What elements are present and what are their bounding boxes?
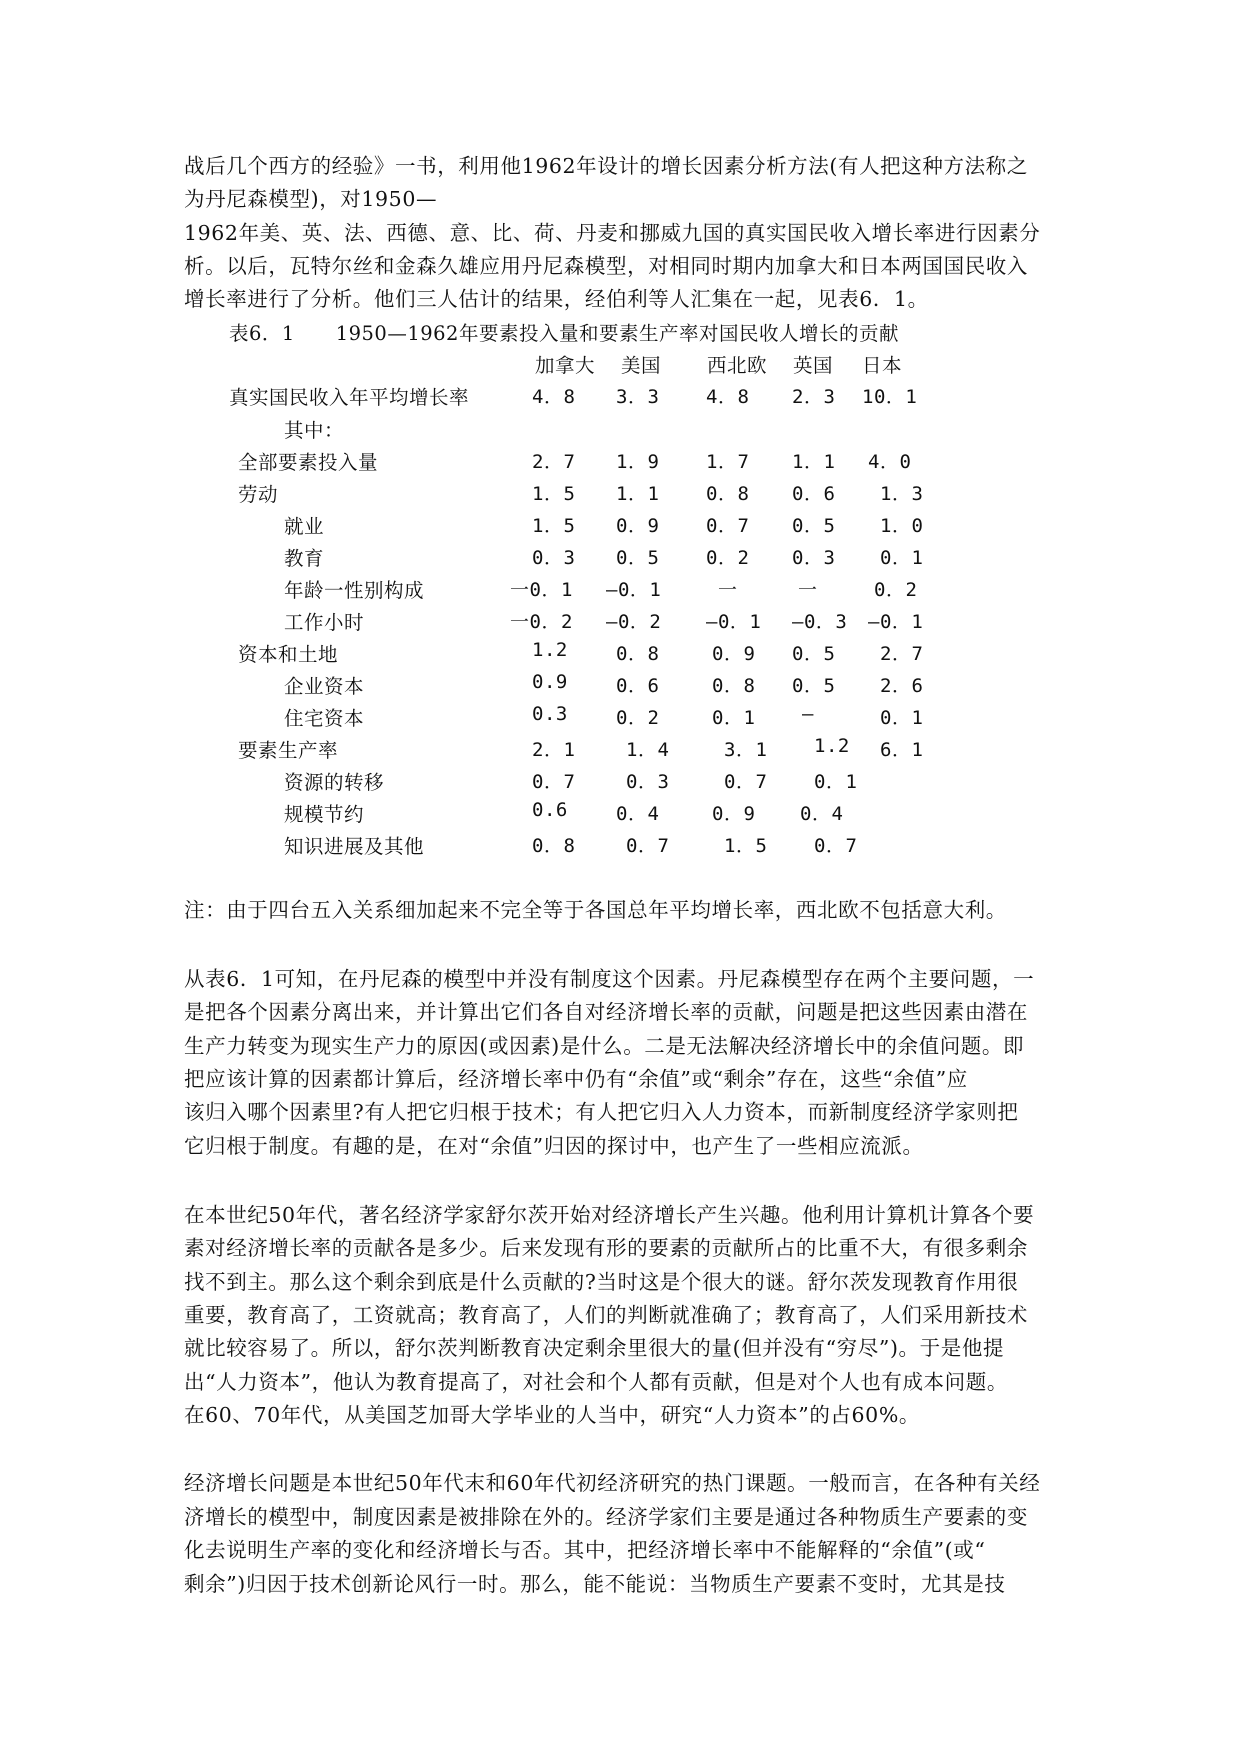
- cell: 0．1: [880, 707, 924, 729]
- column-header: 日本: [862, 354, 903, 377]
- cell: 1．7: [706, 451, 750, 473]
- cell: 0．7: [814, 835, 858, 857]
- table-row: [0, 543, 1241, 575]
- cell: 1．5: [532, 515, 576, 537]
- text-line: 济增长的模型中，制度因素是被排除在外的。经济学家们主要是通过各种物质生产要素的变: [184, 1505, 1028, 1529]
- text-line: 1962年美、英、法、西德、意、比、荷、丹麦和挪威九国的真实国民收入增长率进行因素分: [184, 221, 1041, 245]
- cell: 0．4: [800, 803, 844, 825]
- column-header: 西北欧: [707, 354, 768, 377]
- row-label: 年龄一性别构成: [284, 579, 425, 602]
- row-label: 真实国民收入年平均增长率: [229, 386, 470, 409]
- text-line: 它归根于制度。有趣的是，在对“余值”归因的探讨中，也产生了一些相应流派。: [184, 1134, 924, 1158]
- cell: 0．7: [626, 835, 670, 857]
- cell: 0．8: [616, 643, 660, 665]
- cell: 4．0: [868, 451, 912, 473]
- cell: 2．1: [532, 739, 576, 761]
- cell: 1．5: [532, 483, 576, 505]
- cell: 0．5: [792, 515, 836, 537]
- column-header: 英国: [793, 354, 834, 377]
- text-line: 把应该计算的因素都计算后，经济增长率中仍有“余值”或“剩余”存在，这些“余值”应: [184, 1067, 968, 1091]
- cell: 1．1: [792, 451, 836, 473]
- table-row: [0, 767, 1241, 799]
- cell: 0．9: [712, 643, 756, 665]
- cell: 一0．1: [510, 579, 573, 601]
- cell: 0．2: [874, 579, 918, 601]
- cell: 0．1: [814, 771, 858, 793]
- cell: 2．7: [880, 643, 924, 665]
- table-title: 1950—1962年要素投入量和要素生产率对国民收人增长的贡献: [335, 322, 899, 345]
- cell: 0．4: [616, 803, 660, 825]
- text-line: 就比较容易了。所以，舒尔茨判断教育决定剩余里很大的量(但并没有“穷尽”)。于是他提: [184, 1336, 1005, 1360]
- table-row: [0, 735, 1241, 767]
- cell: 0．8: [706, 483, 750, 505]
- cell: 4．8: [706, 386, 750, 408]
- table-row: [0, 671, 1241, 703]
- cell: 0．1: [880, 547, 924, 569]
- cell: 3．1: [724, 739, 768, 761]
- cell: 0．6: [616, 675, 660, 697]
- row-label: 教育: [284, 547, 325, 570]
- cell: —0．1: [606, 579, 662, 601]
- table-row: [0, 479, 1241, 511]
- row-label: 就业: [284, 515, 325, 538]
- cell: 1.2: [814, 735, 850, 757]
- text-line: 该归入哪个因素里?有人把它归根于技术；有人把它归入人力资本，而新制度经济学家则把: [184, 1100, 1019, 1124]
- text-line: 析。以后，瓦特尔丝和金森久雄应用丹尼森模型，对相同时期内加拿大和日本两国国民收入: [184, 254, 1028, 278]
- cell: —0．1: [706, 611, 762, 633]
- row-label: 资源的转移: [284, 771, 385, 794]
- cell: 1．3: [880, 483, 924, 505]
- text-line: 从表6．1可知，在丹尼森的模型中并没有制度这个因素。丹尼森模型存在两个主要问题，一: [184, 967, 1035, 991]
- cell: 0．5: [792, 643, 836, 665]
- text-line: 剩余”)归因于技术创新论风行一时。那么，能不能说：当物质生产要素不变时，尤其是技: [184, 1572, 1006, 1596]
- table-header-row: [0, 350, 1241, 382]
- table-number: 表6．1: [229, 322, 295, 345]
- cell: 一0．2: [510, 611, 573, 633]
- text-line: 素对经济增长率的贡献各是多少。后来发现有形的要素的贡献所占的比重不大，有很多剩余: [184, 1236, 1028, 1260]
- table-row: [0, 639, 1241, 671]
- table-note: 注：由于四台五入关系细加起来不完全等于各国总年平均增长率，西北欧不包括意大利。: [184, 898, 1007, 922]
- cell: 0．2: [706, 547, 750, 569]
- cell: 一: [718, 579, 738, 601]
- table-row: [0, 831, 1241, 863]
- cell: 0．7: [532, 771, 576, 793]
- cell: 2．6: [880, 675, 924, 697]
- cell: 0．6: [792, 483, 836, 505]
- cell: —: [802, 703, 814, 725]
- table-row: [0, 799, 1241, 831]
- text-line: 是把各个因素分离出来，并计算出它们各自对经济增长率的贡献，问题是把这些因素由潜在: [184, 1000, 1028, 1024]
- cell: 0．8: [712, 675, 756, 697]
- table-caption: [229, 318, 899, 346]
- text-line: 找不到主。那么这个剩余到底是什么贡献的?当时这是个很大的谜。舒尔茨发现教育作用很: [184, 1270, 1019, 1294]
- cell: —0．3: [792, 611, 848, 633]
- row-label: 住宅资本: [284, 707, 365, 730]
- cell: 4．8: [532, 386, 576, 408]
- text-line: 战后几个西方的经验》一书，利用他1962年设计的增长因素分析方法(有人把这种方法称之: [184, 154, 1028, 178]
- cell: 0．1: [712, 707, 756, 729]
- cell: 0．5: [616, 547, 660, 569]
- cell: 1．1: [616, 483, 660, 505]
- cell: 0.9: [532, 671, 568, 693]
- cell: 6．1: [880, 739, 924, 761]
- table-row: [0, 415, 1241, 447]
- cell: 0．9: [616, 515, 660, 537]
- cell: 0．3: [626, 771, 670, 793]
- table-row: [0, 575, 1241, 607]
- row-label: 劳动: [238, 483, 279, 506]
- table-row: [0, 703, 1241, 735]
- row-label: 资本和土地: [238, 643, 339, 666]
- cell: 一: [798, 579, 818, 601]
- text-line: 在60、70年代，从美国芝加哥大学毕业的人当中，研究“人力资本”的占60%。: [184, 1403, 920, 1427]
- cell: 3．3: [616, 386, 660, 408]
- table-row: [0, 447, 1241, 479]
- text-line: 经济增长问题是本世纪50年代末和60年代初经济研究的热门课题。一般而言，在各种有关经: [184, 1471, 1041, 1495]
- text-line: 生产力转变为现实生产力的原因(或因素)是什么。二是无法解决经济增长中的余值问题。即: [184, 1034, 1025, 1058]
- cell: 0．5: [792, 675, 836, 697]
- cell: —0．2: [606, 611, 662, 633]
- text-line: 出“人力资本”，他认为教育提高了，对社会和个人都有贡献，但是对个人也有成本问题。: [184, 1370, 1008, 1394]
- cell: —0．1: [868, 611, 924, 633]
- row-label: 全部要素投入量: [238, 451, 379, 474]
- row-label: 知识进展及其他: [284, 835, 425, 858]
- cell: 1.2: [532, 639, 568, 661]
- cell: 2．7: [532, 451, 576, 473]
- row-label: 其中：: [284, 419, 345, 442]
- cell: 0．8: [532, 835, 576, 857]
- cell: 2．3: [792, 386, 836, 408]
- cell: 1．4: [626, 739, 670, 761]
- cell: 1．5: [724, 835, 768, 857]
- table-row: [0, 382, 1241, 414]
- cell: 0．7: [706, 515, 750, 537]
- cell: 10．1: [862, 386, 918, 408]
- cell: 0.6: [532, 799, 568, 821]
- text-line: 化去说明生产率的变化和经济增长与否。其中，把经济增长率中不能解释的“余值”(或“: [184, 1538, 986, 1562]
- row-label: 要素生产率: [238, 739, 339, 762]
- table-row: [0, 511, 1241, 543]
- row-label: 工作小时: [284, 611, 365, 634]
- text-line: 为丹尼森模型)，对1950—: [184, 187, 438, 211]
- cell: 0．9: [712, 803, 756, 825]
- cell: 0．7: [724, 771, 768, 793]
- cell: 0．3: [792, 547, 836, 569]
- cell: 0．2: [616, 707, 660, 729]
- text-line: 增长率进行了分析。他们三人估计的结果，经伯利等人汇集在一起，见表6．1。: [184, 287, 929, 311]
- cell: 1．9: [616, 451, 660, 473]
- column-header: 美国: [621, 354, 662, 377]
- cell: 0.3: [532, 703, 568, 725]
- text-line: 在本世纪50年代，著名经济学家舒尔茨开始对经济增长产生兴趣。他利用计算机计算各个要: [184, 1203, 1035, 1227]
- row-label: 企业资本: [284, 675, 365, 698]
- cell: 0．3: [532, 547, 576, 569]
- table-row: [0, 607, 1241, 639]
- cell: 1．0: [880, 515, 924, 537]
- column-header: 加拿大: [535, 354, 596, 377]
- text-line: 重要，教育高了，工资就高；教育高了，人们的判断就准确了；教育高了，人们采用新技术: [184, 1303, 1028, 1327]
- row-label: 规模节约: [284, 803, 365, 826]
